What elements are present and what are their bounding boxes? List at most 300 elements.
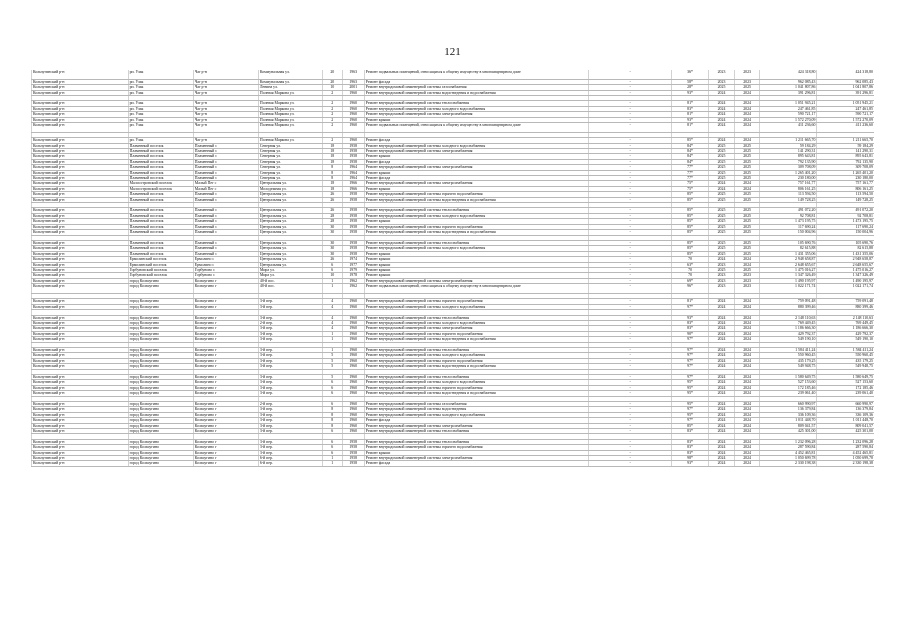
work-type-cell: Ремонт крыши <box>364 117 589 122</box>
table-row <box>32 165 875 170</box>
house-number-cell: 26 <box>322 192 342 197</box>
end-year-cell: 2024 <box>734 423 760 428</box>
mark-cell: - <box>589 240 672 245</box>
end-year-cell: 2025 <box>734 154 760 159</box>
year-cell: 1963 <box>342 79 364 84</box>
wear-percent-cell: 83* <box>671 106 708 111</box>
cost-cell: 92 708,81 <box>760 213 817 218</box>
mark-cell: - <box>589 230 672 235</box>
wear-percent-cell: 83* <box>671 445 708 450</box>
start-year-cell: 2023 <box>709 284 735 294</box>
wear-percent-cell: 70 <box>671 257 708 262</box>
house-number-cell: 26 <box>322 197 342 202</box>
district-cell: Кольчугинский р-н <box>32 70 129 79</box>
total-cost-cell: 435 179,25 <box>817 358 874 363</box>
street-cell: Центральная ул. <box>258 246 322 251</box>
locality-cell: Пламенный с <box>193 208 258 213</box>
house-number-cell: 30 <box>322 230 342 235</box>
cost-cell: 82 615,88 <box>760 246 817 251</box>
street-cell: Полевая Маркова ул. <box>258 117 322 122</box>
wear-percent-cell: 95* <box>671 385 708 390</box>
district-cell: Кольчугинский р-н <box>32 79 129 84</box>
district-cell: Кольчугинский р-н <box>32 347 129 352</box>
house-number-cell: 20 <box>322 70 342 79</box>
cost-cell: 59 184,29 <box>760 143 817 148</box>
district-cell: Кольчугинский р-н <box>32 407 129 412</box>
district-cell: Кольчугинский р-н <box>32 192 129 197</box>
cost-cell: 491 072,20 <box>760 208 817 213</box>
locality-cell: Малый Пег с <box>193 186 258 191</box>
end-year-cell: 2025 <box>734 170 760 175</box>
street-cell: 3-й пер. <box>258 423 322 428</box>
start-year-cell: 2024 <box>709 337 735 342</box>
end-year-cell: 2024 <box>734 407 760 412</box>
house-number-cell: 28 <box>322 219 342 224</box>
start-year-cell: 2023 <box>709 79 735 84</box>
total-cost-cell: 1 572 270,09 <box>817 117 874 122</box>
year-cell: 1960 <box>342 90 364 95</box>
house-number-cell: 6 <box>322 450 342 455</box>
cost-cell: 1 041 807,86 <box>760 85 817 90</box>
wear-percent-cell: 75* <box>671 181 708 186</box>
start-year-cell: 2024 <box>709 106 735 111</box>
table-row <box>32 423 875 428</box>
end-year-cell: 2024 <box>734 461 760 466</box>
street-cell: Мира ул. <box>258 273 322 278</box>
total-cost-cell: 1 050 699,78 <box>817 456 874 461</box>
house-number-cell: 6 <box>322 385 342 390</box>
start-year-cell: 2025 <box>709 267 735 272</box>
end-year-cell: 2024 <box>734 374 760 379</box>
cost-cell: 287 590,84 <box>760 445 817 450</box>
mark-cell: - <box>589 123 672 133</box>
cost-cell: 809 041,57 <box>760 423 817 428</box>
street-cell: Молодежная ул. <box>258 186 322 191</box>
cost-cell: 4 452 465,81 <box>760 450 817 455</box>
table-row <box>32 347 875 352</box>
year-cell: 1964 <box>342 176 364 181</box>
year-cell: 1958 <box>342 159 364 164</box>
end-year-cell: 2024 <box>734 186 760 191</box>
settlement-cell: город Кольчугино <box>128 423 193 428</box>
total-cost-cell: 1 232 096,28 <box>817 439 874 444</box>
wear-percent-cell: 84* <box>671 154 708 159</box>
wear-percent-cell: 83* <box>671 439 708 444</box>
cost-cell: 549 190,10 <box>760 337 817 342</box>
cost-cell: 247 461,85 <box>760 106 817 111</box>
district-cell: Кольчугинский р-н <box>32 385 129 390</box>
settlement-cell: Пламенный поселок <box>128 251 193 256</box>
locality-cell: Чаг р-н <box>193 101 258 106</box>
house-number-cell: 5 <box>322 358 342 363</box>
cost-cell: 2 148 110,63 <box>760 315 817 320</box>
locality-cell: Горбуново с <box>193 273 258 278</box>
mark-cell: - <box>589 320 672 325</box>
street-cell: 2-й пер. <box>258 402 322 407</box>
street-cell: Ленина ул. <box>258 85 322 90</box>
mark-cell: - <box>589 402 672 407</box>
settlement-cell: город Кольчугино <box>128 364 193 369</box>
mark-cell: - <box>589 267 672 272</box>
street-cell: 3-й пер. <box>258 412 322 417</box>
table-row <box>32 230 875 235</box>
settlement-cell: город Кольчугино <box>128 380 193 385</box>
end-year-cell: 2025 <box>734 251 760 256</box>
street-cell: Северная ул. <box>258 159 322 164</box>
house-number-cell: 1 <box>322 337 342 342</box>
year-cell: 1960 <box>342 364 364 369</box>
settlement-cell: Пламенный поселок <box>128 143 193 148</box>
mark-cell: - <box>589 380 672 385</box>
year-cell: 1964 <box>342 170 364 175</box>
wear-percent-cell: 77* <box>671 176 708 181</box>
table-row <box>32 208 875 213</box>
house-number-cell: 4 <box>322 326 342 331</box>
settlement-cell: рп. Улак <box>128 123 193 133</box>
total-cost-cell: 150 004,96 <box>817 230 874 235</box>
district-cell: Кольчугинский р-н <box>32 326 129 331</box>
district-cell: Кольчугинский р-н <box>32 138 129 143</box>
settlement-cell: город Кольчугино <box>128 391 193 396</box>
total-cost-cell: 590 721,17 <box>817 112 874 117</box>
start-year-cell: 2024 <box>709 423 735 428</box>
table-row <box>32 337 875 342</box>
wear-percent-cell: 97* <box>671 353 708 358</box>
settlement-cell: рп. Улак <box>128 85 193 90</box>
total-cost-cell: 1 584 411,24 <box>817 347 874 352</box>
cost-cell: 149 728,25 <box>760 197 817 202</box>
end-year-cell: 2024 <box>734 429 760 434</box>
total-cost-cell: 92 708,81 <box>817 213 874 218</box>
house-number-cell: 6 <box>322 391 342 396</box>
work-type-cell: Ремонт внутридомовой инженерной системы газоснабжения <box>364 402 589 407</box>
house-number-cell: 4 <box>322 299 342 304</box>
cost-cell: 1 232 096,28 <box>760 439 817 444</box>
cost-cell: 1 490 195,97 <box>760 278 817 283</box>
work-type-cell: Ремонт внутридомовой инженерной системы горячего водоснабжения <box>364 192 589 197</box>
mark-cell: - <box>589 219 672 224</box>
table-row <box>32 143 875 148</box>
street-cell: 3-й пер. <box>258 380 322 385</box>
cost-cell: 105 690,76 <box>760 240 817 245</box>
district-cell: Кольчугинский р-н <box>32 391 129 396</box>
street-cell: 3-й пер. <box>258 385 322 390</box>
end-year-cell: 2023 <box>734 284 760 294</box>
start-year-cell: 2025 <box>709 192 735 197</box>
table-row <box>32 299 875 304</box>
locality-cell: Кольчугино г <box>193 402 258 407</box>
work-type-cell: Ремонт внутридомовой инженерной системы теплоснабжения <box>364 240 589 245</box>
total-cost-cell: 759 091,48 <box>817 299 874 304</box>
street-cell: Центральная ул. <box>258 197 322 202</box>
start-year-cell: 2024 <box>709 331 735 336</box>
cost-cell: 792 135,90 <box>760 159 817 164</box>
street-cell: 3-й пер. <box>258 429 322 434</box>
mark-cell: - <box>589 197 672 202</box>
start-year-cell: 2025 <box>709 219 735 224</box>
end-year-cell: 2024 <box>734 315 760 320</box>
locality-cell: Кольчугино г <box>193 450 258 455</box>
end-year-cell: 2023 <box>734 273 760 278</box>
locality-cell: Чаг р-н <box>193 112 258 117</box>
mark-cell: - <box>589 423 672 428</box>
house-number-cell: 2 <box>322 138 342 143</box>
wear-percent-cell: 81* <box>671 112 708 117</box>
total-cost-cell: 429 792,37 <box>817 331 874 336</box>
street-cell: 3-й пер. <box>258 347 322 352</box>
end-year-cell: 2025 <box>734 240 760 245</box>
start-year-cell: 2025 <box>709 230 735 235</box>
total-cost-cell: 1 211 665,70 <box>817 138 874 143</box>
start-year-cell: 2025 <box>709 197 735 202</box>
settlement-cell: Горбуновский поселок <box>128 273 193 278</box>
street-cell: Центральная ул. <box>258 208 322 213</box>
wear-percent-cell: 97* <box>671 418 708 423</box>
year-cell: 1977 <box>342 262 364 267</box>
year-cell: 1960 <box>342 380 364 385</box>
settlement-cell: город Кольчугино <box>128 353 193 358</box>
house-number-cell: 30 <box>322 224 342 229</box>
wear-percent-cell: 93* <box>671 90 708 95</box>
year-cell: 1960 <box>342 353 364 358</box>
year-cell: 1974 <box>342 257 364 262</box>
work-type-cell: Ремонт крыши <box>364 267 589 272</box>
wear-percent-cell: 77* <box>671 170 708 175</box>
total-cost-cell: 247 461,85 <box>817 106 874 111</box>
settlement-cell: город Кольчугино <box>128 337 193 342</box>
year-cell: 1960 <box>342 123 364 133</box>
street-cell: Коммунальная ул. <box>258 79 322 84</box>
locality-cell: Пламенный с <box>193 251 258 256</box>
house-number-cell: 8 <box>322 176 342 181</box>
work-type-cell: Ремонт подвальных помещений, относящихся к общему имуществу в многоквартирном доме <box>364 70 589 79</box>
locality-cell: Пламенный с <box>193 192 258 197</box>
start-year-cell: 2024 <box>709 402 735 407</box>
total-cost-cell: 424 318,80 <box>817 70 874 79</box>
work-type-cell: Ремонт фасада <box>364 176 589 181</box>
locality-cell: Чаг р-н <box>193 85 258 90</box>
district-cell: Кольчугинский р-н <box>32 101 129 106</box>
table-row <box>32 358 875 363</box>
work-type-cell: Ремонт внутридомовой инженерной системы теплоснабжения <box>364 439 589 444</box>
year-cell: 1962 <box>342 278 364 283</box>
street-cell: Полевая Маркова ул. <box>258 106 322 111</box>
house-number-cell: 4 <box>322 315 342 320</box>
year-cell: 1958 <box>342 246 364 251</box>
work-type-cell: Ремонт внутридомовой инженерной системы горячего водоснабжения <box>364 331 589 336</box>
house-number-cell: 18 <box>322 149 342 154</box>
settlement-cell: рп. Улак <box>128 112 193 117</box>
street-cell: Центральная ул. <box>258 192 322 197</box>
end-year-cell: 2024 <box>734 331 760 336</box>
cost-cell: 2 648 655,67 <box>760 262 817 267</box>
locality-cell: Пламенный с <box>193 143 258 148</box>
wear-percent-cell: 83* <box>671 320 708 325</box>
locality-cell: Кольчугино г <box>193 358 258 363</box>
work-type-cell: Ремонт фасада <box>364 461 589 466</box>
total-cost-cell: 1 475 016,27 <box>817 267 874 272</box>
cost-cell: 435 179,25 <box>760 358 817 363</box>
cost-cell: 230 180,00 <box>760 176 817 181</box>
end-year-cell: 2024 <box>734 90 760 95</box>
street-cell: Полевая Маркова ул. <box>258 90 322 95</box>
settlement-cell: Пламенный поселок <box>128 170 193 175</box>
end-year-cell: 2024 <box>734 181 760 186</box>
year-cell: 1958 <box>342 251 364 256</box>
district-cell: Кольчугинский р-н <box>32 246 129 251</box>
cost-cell: 1 473 195,75 <box>760 219 817 224</box>
work-type-cell: Ремонт внутридомовой инженерной системы водоотведения и водоснабжения <box>364 90 589 95</box>
street-cell: Центральная ул. <box>258 219 322 224</box>
table-row <box>32 412 875 417</box>
mark-cell: - <box>589 299 672 304</box>
locality-cell: Чаг р-н <box>193 90 258 95</box>
table-row <box>32 407 875 412</box>
house-number-cell: 28 <box>322 213 342 218</box>
settlement-cell: Малоостровский поселок <box>128 181 193 186</box>
locality-cell: Кольчугино г <box>193 423 258 428</box>
cost-cell: 1 584 411,24 <box>760 347 817 352</box>
total-cost-cell: 1 011 448,70 <box>817 418 874 423</box>
house-number-cell: 18 <box>322 154 342 159</box>
table-body <box>32 70 875 466</box>
cost-cell: 117 690,24 <box>760 224 817 229</box>
locality-cell: Пламенный с <box>193 213 258 218</box>
work-type-cell: Ремонт крыши <box>364 251 589 256</box>
district-cell: Кольчугинский р-н <box>32 380 129 385</box>
district-cell: Кольчугинский р-н <box>32 461 129 466</box>
work-type-cell: Ремонт внутридомовой инженерной системы холодного водоснабжения <box>364 412 589 417</box>
locality-cell: Кольчугино г <box>193 412 258 417</box>
settlement-cell: Пламенный поселок <box>128 224 193 229</box>
district-cell: Кольчугинский р-н <box>32 412 129 417</box>
mark-cell: - <box>589 106 672 111</box>
cost-cell: 172 185,46 <box>760 385 817 390</box>
year-cell: 1958 <box>342 143 364 148</box>
district-cell: Кольчугинский р-н <box>32 251 129 256</box>
mark-cell: - <box>589 176 672 181</box>
end-year-cell: 2024 <box>734 418 760 423</box>
house-number-cell: 18 <box>322 181 342 186</box>
cost-cell: 1 050 699,78 <box>760 456 817 461</box>
total-cost-cell: 391 296,81 <box>817 90 874 95</box>
wear-percent-cell: 93* <box>671 461 708 466</box>
end-year-cell: 2025 <box>734 267 760 272</box>
house-number-cell: 10 <box>322 273 342 278</box>
mark-cell: - <box>589 170 672 175</box>
district-cell: Кольчугинский р-н <box>32 278 129 283</box>
settlement-cell: Пламенный поселок <box>128 197 193 202</box>
year-cell: 1960 <box>342 304 364 309</box>
start-year-cell: 2024 <box>709 450 735 455</box>
total-cost-cell: 1 022 171,74 <box>817 284 874 294</box>
year-cell: 1960 <box>342 358 364 363</box>
mark-cell: - <box>589 154 672 159</box>
year-cell: 1960 <box>342 331 364 336</box>
year-cell: 1958 <box>342 197 364 202</box>
wear-percent-cell: 97* <box>671 358 708 363</box>
cost-cell: 1 431 355,06 <box>760 251 817 256</box>
district-cell: Кольчугинский р-н <box>32 186 129 191</box>
mark-cell: - <box>589 213 672 218</box>
start-year-cell: 2024 <box>709 326 735 331</box>
mark-cell: - <box>589 331 672 336</box>
table-row <box>32 374 875 379</box>
locality-cell: Пламенный с <box>193 246 258 251</box>
table-row <box>32 353 875 358</box>
district-cell: Кольчугинский р-н <box>32 143 129 148</box>
start-year-cell: 2025 <box>709 224 735 229</box>
mark-cell: - <box>589 138 672 143</box>
year-cell: 1960 <box>342 374 364 379</box>
locality-cell: Кольчугино г <box>193 439 258 444</box>
settlement-cell: город Кольчугино <box>128 347 193 352</box>
total-cost-cell: 59 184,29 <box>817 143 874 148</box>
end-year-cell: 2025 <box>734 246 760 251</box>
street-cell: 40-й пос. <box>258 278 322 283</box>
mark-cell: - <box>589 181 672 186</box>
locality-cell: Кольчугино г <box>193 461 258 466</box>
end-year-cell: 2024 <box>734 439 760 444</box>
locality-cell: Ермолино с <box>193 257 258 262</box>
wear-percent-cell: 85* <box>671 192 708 197</box>
mark-cell: - <box>589 262 672 267</box>
street-cell: Центральная ул. <box>258 224 322 229</box>
start-year-cell: 2024 <box>709 123 735 133</box>
house-number-cell: 2 <box>322 117 342 122</box>
wear-percent-cell: 84* <box>671 143 708 148</box>
mark-cell: - <box>589 461 672 466</box>
work-type-cell: Ремонт фасада <box>364 418 589 423</box>
end-year-cell: 2024 <box>734 347 760 352</box>
work-type-cell: Ремонт внутридомовой инженерной системы горячего водоснабжения <box>364 445 589 450</box>
total-cost-cell: 136 379,84 <box>817 407 874 412</box>
cost-cell: 880 399,46 <box>760 304 817 309</box>
mark-cell: - <box>589 79 672 84</box>
work-type-cell: Ремонт крыши <box>364 219 589 224</box>
work-type-cell: Ремонт крыши <box>364 273 589 278</box>
locality-cell: Чаг р-н <box>193 106 258 111</box>
locality-cell: Кольчугино г <box>193 456 258 461</box>
street-cell: 2-й пер. <box>258 320 322 325</box>
street-cell: Центральная ул. <box>258 262 322 267</box>
district-cell: Кольчугинский р-н <box>32 320 129 325</box>
street-cell: 3-й пер. <box>258 353 322 358</box>
district-cell: Кольчугинский р-н <box>32 149 129 154</box>
work-type-cell: Ремонт внутридомовой инженерной системы холодного водоснабжения <box>364 106 589 111</box>
work-type-cell: Ремонт внутридомовой инженерной системы холодного водоснабжения <box>364 380 589 385</box>
work-type-cell: Ремонт внутридомовой инженерной системы горячего водоснабжения <box>364 385 589 390</box>
settlement-cell: рп. Улак <box>128 138 193 143</box>
end-year-cell: 2025 <box>734 165 760 170</box>
street-cell: 3-й пер. <box>258 450 322 455</box>
mark-cell: - <box>589 278 672 283</box>
street-cell: Полевая Маркова ул. <box>258 138 322 143</box>
table-row <box>32 224 875 229</box>
wear-percent-cell: 28* <box>671 85 708 90</box>
wear-percent-cell: 93* <box>671 315 708 320</box>
street-cell: 3-й пер. <box>258 364 322 369</box>
year-cell: 1960 <box>342 402 364 407</box>
mark-cell: - <box>589 117 672 122</box>
year-cell: 1960 <box>342 117 364 122</box>
street-cell: 3-й пер. <box>258 439 322 444</box>
year-cell: 1960 <box>342 315 364 320</box>
table-row <box>32 331 875 336</box>
table-row <box>32 315 875 320</box>
house-number-cell: 6 <box>322 445 342 450</box>
end-year-cell: 2025 <box>734 159 760 164</box>
